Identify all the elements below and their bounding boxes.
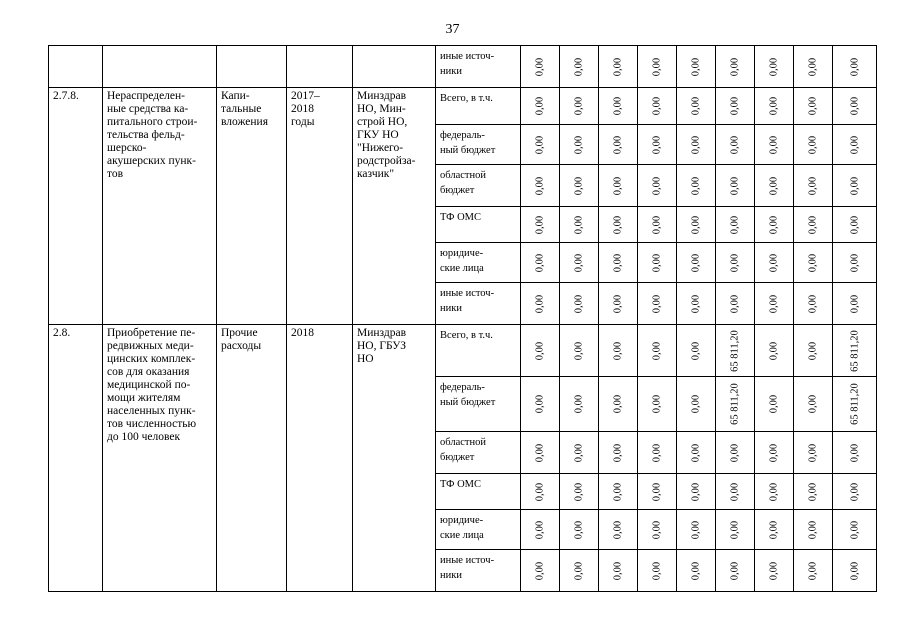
- amount-value: 0,00: [807, 294, 819, 313]
- amount-value: 0,00: [729, 443, 741, 462]
- amount-value: 0,00: [690, 215, 702, 234]
- amount-value: 0,00: [807, 135, 819, 154]
- executor-cell: [353, 325, 436, 592]
- amount-value: 0,00: [690, 57, 702, 76]
- measure-description-cell: [103, 46, 217, 88]
- amount-cell: [521, 283, 560, 325]
- amount-value: 0,00: [729, 96, 741, 116]
- funding-source-label: ТФ ОМС: [440, 212, 482, 223]
- amount-value: 0,00: [807, 57, 819, 76]
- amount-cell: [677, 165, 716, 207]
- amount-cell: [716, 243, 755, 283]
- amount-value: 0,00: [534, 215, 546, 234]
- amount-value: 0,00: [651, 394, 663, 414]
- funding-source-cell: [436, 325, 521, 377]
- amount-cell: [638, 165, 677, 207]
- amount-cell: [716, 325, 755, 377]
- amount-value: 0,00: [807, 253, 819, 272]
- amount-value: 0,00: [651, 253, 663, 272]
- amount-cell: [560, 207, 599, 243]
- amount-cell: [677, 377, 716, 432]
- amount-cell: [755, 46, 794, 88]
- expense-type-text: Капи- тальные вложения: [221, 90, 268, 128]
- amount-value: 0,00: [690, 96, 702, 116]
- amount-value: 0,00: [573, 341, 585, 360]
- amount-value: 0,00: [849, 520, 860, 539]
- amount-cell: [521, 432, 560, 474]
- amount-cell: [599, 165, 638, 207]
- financing-table-wrapper: [48, 45, 876, 592]
- amount-cell: [638, 510, 677, 550]
- table-row: [49, 88, 877, 125]
- amount-value: 0,00: [768, 394, 780, 414]
- amount-value: 0,00: [729, 57, 741, 76]
- amount-cell: [833, 325, 877, 377]
- amount-value: 0,00: [768, 294, 780, 313]
- expense-type-cell: [217, 325, 287, 592]
- funding-source-cell: [436, 125, 521, 165]
- amount-value: 0,00: [768, 561, 780, 580]
- amount-value: 0,00: [768, 520, 780, 539]
- amount-cell: [599, 474, 638, 510]
- amount-cell: [521, 474, 560, 510]
- amount-value: 0,00: [729, 482, 741, 501]
- amount-cell: [677, 125, 716, 165]
- amount-cell: [833, 432, 877, 474]
- funding-source-label: ТФ ОМС: [440, 479, 482, 490]
- amount-cell: [677, 474, 716, 510]
- amount-value: 0,00: [534, 394, 546, 414]
- amount-value: 0,00: [729, 561, 741, 580]
- amount-cell: [755, 432, 794, 474]
- amount-cell: [521, 125, 560, 165]
- amount-value: 0,00: [690, 520, 702, 539]
- amount-value: 0,00: [651, 96, 663, 116]
- amount-cell: [794, 325, 833, 377]
- amount-cell: [638, 88, 677, 125]
- amount-cell: [833, 510, 877, 550]
- amount-value: 0,00: [807, 561, 819, 580]
- amount-value: 0,00: [651, 561, 663, 580]
- amount-cell: [833, 207, 877, 243]
- amount-cell: [560, 243, 599, 283]
- amount-cell: [521, 88, 560, 125]
- amount-cell: [521, 46, 560, 88]
- amount-value: 0,00: [573, 443, 585, 462]
- funding-source-label: иные источ- ники: [440, 288, 495, 314]
- funding-source-label: федераль- ный бюджет: [440, 382, 496, 408]
- amount-value: 0,00: [729, 520, 741, 539]
- amount-value: 0,00: [612, 57, 624, 76]
- amount-cell: [521, 510, 560, 550]
- amount-value: 0,00: [849, 443, 860, 462]
- amount-value: 0,00: [690, 341, 702, 360]
- amount-cell: [599, 125, 638, 165]
- amount-value: 0,00: [690, 394, 702, 414]
- amount-value: 0,00: [534, 443, 546, 462]
- amount-value: 0,00: [651, 57, 663, 76]
- amount-cell: [599, 283, 638, 325]
- measure-description-cell: [103, 88, 217, 325]
- funding-source-cell: [436, 474, 521, 510]
- amount-cell: [716, 377, 755, 432]
- funding-source-label: юридиче- ские лица: [440, 248, 484, 274]
- amount-cell: [599, 207, 638, 243]
- amount-value: 65 811,20: [729, 383, 741, 425]
- amount-value: 0,00: [612, 341, 624, 360]
- amount-cell: [833, 550, 877, 592]
- amount-value: 0,00: [573, 482, 585, 501]
- measure-description-text: Нераспределен- ные средства ка- питального строи- тельства фельд- шерско- акушерских пунк- тов: [107, 90, 198, 180]
- amount-value: 0,00: [534, 176, 546, 195]
- funding-source-cell: [436, 243, 521, 283]
- amount-value: 0,00: [651, 443, 663, 462]
- amount-cell: [638, 46, 677, 88]
- executor-text: Минздрав НО, Мин- строй НО, ГКУ НО "Нижего- родстройза- казчик": [357, 90, 416, 180]
- funding-source-cell: [436, 88, 521, 125]
- funding-source-label: областной бюджет: [440, 437, 486, 463]
- amount-value: 0,00: [807, 482, 819, 501]
- amount-cell: [755, 88, 794, 125]
- amount-value: 0,00: [573, 561, 585, 580]
- funding-source-label: федераль- ный бюджет: [440, 130, 496, 156]
- amount-value: 0,00: [573, 96, 585, 116]
- amount-value: 0,00: [849, 57, 860, 76]
- amount-cell: [677, 550, 716, 592]
- amount-cell: [833, 165, 877, 207]
- amount-cell: [755, 510, 794, 550]
- amount-cell: [716, 46, 755, 88]
- amount-value: 0,00: [612, 443, 624, 462]
- amount-value: 0,00: [651, 482, 663, 501]
- amount-cell: [677, 207, 716, 243]
- amount-value: 0,00: [807, 176, 819, 195]
- amount-cell: [716, 165, 755, 207]
- measure-description-cell: [103, 325, 217, 592]
- funding-source-cell: [436, 46, 521, 88]
- amount-value: 0,00: [612, 135, 624, 154]
- amount-cell: [560, 165, 599, 207]
- amount-cell: [794, 550, 833, 592]
- amount-cell: [560, 550, 599, 592]
- amount-cell: [677, 243, 716, 283]
- amount-cell: [677, 325, 716, 377]
- period-text: 2017– 2018 годы: [291, 90, 320, 128]
- amount-cell: [599, 510, 638, 550]
- amount-cell: [599, 46, 638, 88]
- amount-value: 0,00: [534, 561, 546, 580]
- amount-value: 0,00: [651, 294, 663, 313]
- amount-value: 0,00: [651, 520, 663, 539]
- row-number-text: 2.7.8.: [53, 90, 79, 102]
- funding-source-label: Всего, в т.ч.: [440, 330, 493, 341]
- amount-value: 0,00: [768, 96, 780, 116]
- amount-value: 0,00: [651, 135, 663, 154]
- amount-value: 0,00: [651, 215, 663, 234]
- amount-cell: [560, 377, 599, 432]
- amount-value: 0,00: [768, 482, 780, 501]
- amount-value: 0,00: [849, 482, 860, 501]
- amount-cell: [755, 125, 794, 165]
- amount-cell: [794, 377, 833, 432]
- amount-cell: [755, 207, 794, 243]
- amount-cell: [638, 207, 677, 243]
- amount-cell: [794, 474, 833, 510]
- amount-value: 0,00: [849, 253, 860, 272]
- funding-source-label: иные источ- ники: [440, 555, 495, 581]
- amount-cell: [794, 283, 833, 325]
- amount-cell: [638, 283, 677, 325]
- table-row: [49, 325, 877, 377]
- amount-cell: [560, 283, 599, 325]
- amount-cell: [794, 432, 833, 474]
- amount-value: 0,00: [807, 341, 819, 360]
- amount-cell: [638, 550, 677, 592]
- amount-value: 0,00: [768, 341, 780, 360]
- amount-value: 0,00: [690, 294, 702, 313]
- executor-cell: [353, 46, 436, 88]
- amount-value: 0,00: [534, 253, 546, 272]
- executor-text: Минздрав НО, ГБУЗ НО: [357, 327, 407, 365]
- amount-cell: [677, 432, 716, 474]
- amount-cell: [638, 474, 677, 510]
- amount-cell: [638, 325, 677, 377]
- amount-value: 0,00: [849, 96, 860, 116]
- amount-cell: [833, 88, 877, 125]
- amount-value: 0,00: [612, 96, 624, 116]
- amount-cell: [521, 325, 560, 377]
- amount-cell: [599, 432, 638, 474]
- amount-cell: [599, 377, 638, 432]
- table-row: [49, 46, 877, 88]
- amount-value: 0,00: [729, 253, 741, 272]
- amount-value: 0,00: [807, 520, 819, 539]
- amount-cell: [833, 46, 877, 88]
- funding-source-cell: [436, 510, 521, 550]
- funding-source-cell: [436, 207, 521, 243]
- amount-cell: [716, 474, 755, 510]
- period-cell: [287, 325, 353, 592]
- amount-cell: [833, 377, 877, 432]
- row-number-cell: [49, 325, 103, 592]
- amount-cell: [716, 125, 755, 165]
- amount-value: 0,00: [768, 215, 780, 234]
- amount-value: 0,00: [807, 215, 819, 234]
- amount-cell: [833, 125, 877, 165]
- amount-cell: [755, 283, 794, 325]
- amount-value: 0,00: [807, 394, 819, 414]
- amount-value: 0,00: [849, 215, 860, 234]
- amount-cell: [599, 550, 638, 592]
- amount-value: 0,00: [612, 253, 624, 272]
- amount-cell: [677, 46, 716, 88]
- amount-cell: [677, 283, 716, 325]
- amount-value: 0,00: [849, 294, 860, 313]
- amount-cell: [638, 377, 677, 432]
- amount-value: 0,00: [534, 294, 546, 313]
- amount-cell: [716, 88, 755, 125]
- amount-value: 0,00: [573, 57, 585, 76]
- amount-cell: [560, 510, 599, 550]
- period-cell: [287, 88, 353, 325]
- amount-cell: [638, 243, 677, 283]
- amount-value: 0,00: [729, 215, 741, 234]
- amount-value: 0,00: [807, 96, 819, 116]
- amount-value: 0,00: [573, 520, 585, 539]
- amount-cell: [716, 283, 755, 325]
- amount-cell: [794, 165, 833, 207]
- measure-description-text: Приобретение пе- редвижных меди- цинских комплек- сов для оказания медицинской по- мощи жителям населенных пунк- тов численностью до 100 человек: [107, 327, 197, 443]
- period-text: 2018: [291, 327, 314, 339]
- amount-value: 0,00: [612, 176, 624, 195]
- funding-source-cell: [436, 432, 521, 474]
- amount-value: 0,00: [690, 253, 702, 272]
- amount-value: 0,00: [612, 520, 624, 539]
- amount-cell: [521, 207, 560, 243]
- amount-cell: [755, 325, 794, 377]
- amount-value: 0,00: [573, 294, 585, 313]
- amount-cell: [677, 510, 716, 550]
- amount-value: 0,00: [849, 135, 860, 154]
- amount-cell: [638, 432, 677, 474]
- amount-cell: [794, 243, 833, 283]
- amount-cell: [560, 474, 599, 510]
- amount-value: 0,00: [651, 176, 663, 195]
- amount-value: 0,00: [768, 253, 780, 272]
- amount-value: 65 811,20: [849, 383, 860, 425]
- amount-value: 65 811,20: [849, 329, 860, 372]
- expense-type-cell: [217, 88, 287, 325]
- amount-value: 0,00: [768, 443, 780, 462]
- amount-value: 0,00: [849, 176, 860, 195]
- funding-source-cell: [436, 377, 521, 432]
- amount-value: 0,00: [768, 176, 780, 195]
- row-number-text: 2.8.: [53, 327, 71, 339]
- amount-value: 0,00: [534, 135, 546, 154]
- amount-cell: [794, 46, 833, 88]
- amount-cell: [638, 125, 677, 165]
- funding-source-label: Всего, в т.ч.: [440, 93, 493, 104]
- amount-value: 0,00: [690, 482, 702, 501]
- amount-value: 0,00: [690, 443, 702, 462]
- funding-source-cell: [436, 165, 521, 207]
- amount-cell: [794, 207, 833, 243]
- amount-cell: [833, 474, 877, 510]
- amount-value: 0,00: [612, 394, 624, 414]
- expense-type-text: Прочие расходы: [221, 327, 262, 352]
- amount-value: 0,00: [534, 341, 546, 360]
- amount-cell: [521, 377, 560, 432]
- amount-value: 0,00: [612, 561, 624, 580]
- amount-value: 0,00: [573, 135, 585, 154]
- amount-cell: [560, 325, 599, 377]
- amount-value: 0,00: [573, 253, 585, 272]
- amount-value: 0,00: [651, 341, 663, 360]
- amount-cell: [755, 550, 794, 592]
- amount-value: 0,00: [690, 176, 702, 195]
- financing-table-body: [49, 46, 877, 592]
- executor-cell: [353, 88, 436, 325]
- amount-value: 0,00: [729, 294, 741, 313]
- financing-table: [48, 45, 877, 592]
- amount-cell: [560, 432, 599, 474]
- amount-cell: [560, 125, 599, 165]
- period-cell: [287, 46, 353, 88]
- amount-cell: [794, 510, 833, 550]
- amount-value: 0,00: [690, 561, 702, 580]
- amount-value: 0,00: [534, 57, 546, 76]
- funding-source-cell: [436, 550, 521, 592]
- amount-cell: [560, 46, 599, 88]
- amount-cell: [716, 432, 755, 474]
- funding-source-label: областной бюджет: [440, 170, 486, 196]
- amount-cell: [755, 165, 794, 207]
- amount-value: 0,00: [534, 96, 546, 116]
- amount-value: 0,00: [849, 561, 860, 580]
- amount-cell: [677, 88, 716, 125]
- amount-cell: [755, 474, 794, 510]
- amount-value: 0,00: [573, 176, 585, 195]
- amount-cell: [521, 165, 560, 207]
- amount-value: 0,00: [534, 482, 546, 501]
- amount-cell: [794, 125, 833, 165]
- amount-value: 0,00: [729, 176, 741, 195]
- amount-value: 65 811,20: [729, 329, 741, 372]
- amount-value: 0,00: [729, 135, 741, 154]
- amount-cell: [716, 207, 755, 243]
- row-number-cell: [49, 46, 103, 88]
- amount-value: 0,00: [690, 135, 702, 154]
- amount-value: 0,00: [534, 520, 546, 539]
- amount-value: 0,00: [807, 443, 819, 462]
- amount-cell: [755, 377, 794, 432]
- amount-cell: [521, 550, 560, 592]
- amount-value: 0,00: [573, 215, 585, 234]
- amount-value: 0,00: [612, 215, 624, 234]
- amount-cell: [794, 88, 833, 125]
- page-number: 37: [445, 22, 460, 37]
- amount-value: 0,00: [612, 294, 624, 313]
- amount-cell: [755, 243, 794, 283]
- amount-cell: [560, 88, 599, 125]
- amount-cell: [599, 325, 638, 377]
- amount-value: 0,00: [768, 57, 780, 76]
- amount-cell: [716, 510, 755, 550]
- amount-value: 0,00: [573, 394, 585, 414]
- amount-cell: [833, 243, 877, 283]
- amount-cell: [599, 243, 638, 283]
- funding-source-label: иные источ- ники: [440, 51, 495, 77]
- amount-cell: [521, 243, 560, 283]
- expense-type-cell: [217, 46, 287, 88]
- amount-cell: [833, 283, 877, 325]
- funding-source-cell: [436, 283, 521, 325]
- funding-source-label: юридиче- ские лица: [440, 515, 484, 541]
- amount-cell: [599, 88, 638, 125]
- amount-value: 0,00: [768, 135, 780, 154]
- row-number-cell: [49, 88, 103, 325]
- amount-cell: [716, 550, 755, 592]
- amount-value: 0,00: [612, 482, 624, 501]
